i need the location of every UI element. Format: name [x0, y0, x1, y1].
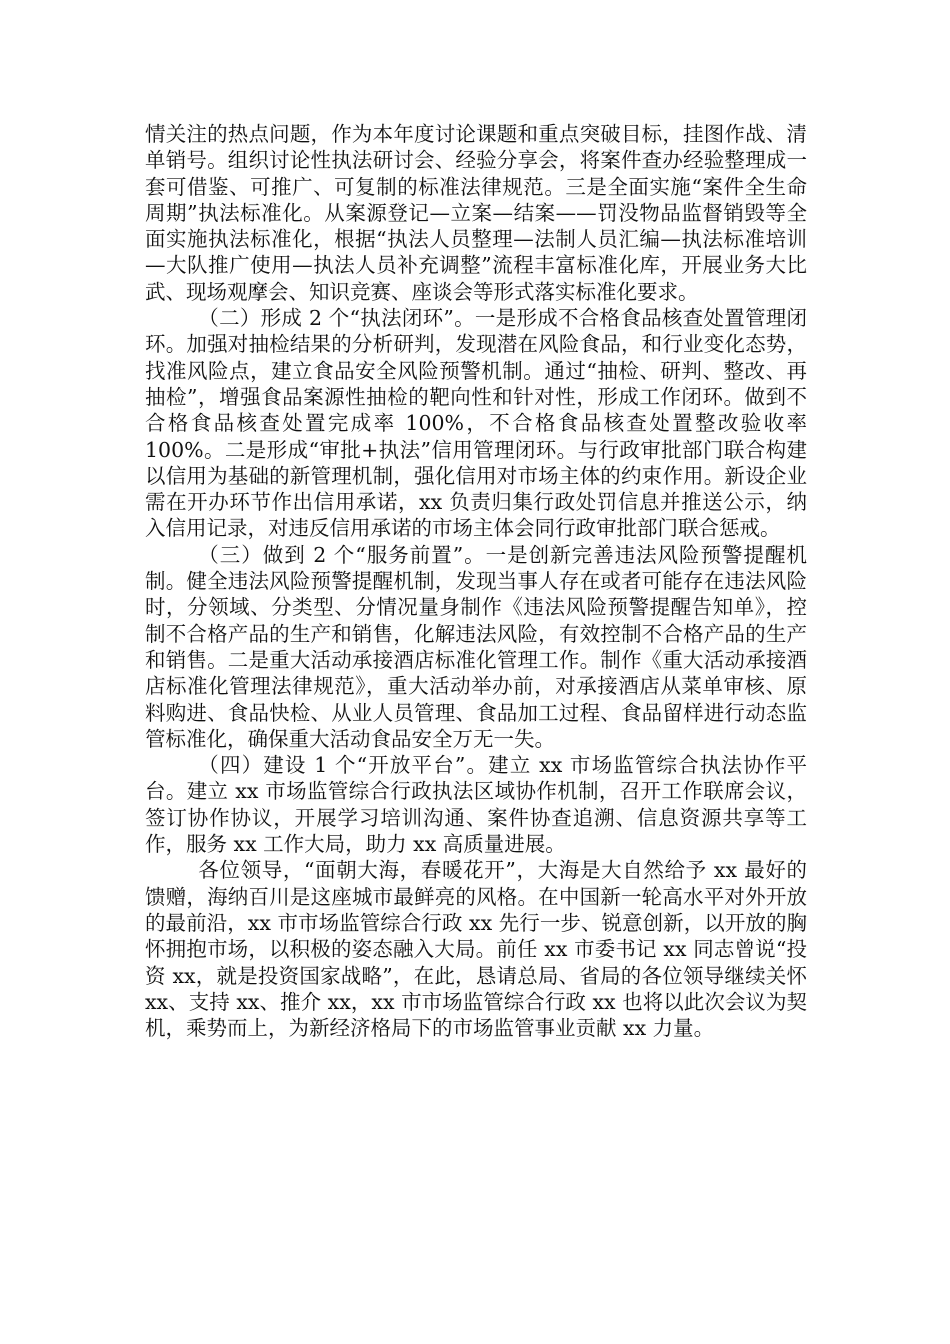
paragraph-continuation: 情关注的热点问题，作为本年度讨论课题和重点突破目标，挂图作战、清单销号。组织讨论性执法研讨会、经验分享会，将案件查办经验整理成一套可借鉴、可推广、可复制的标准法律规范。三是全面实施“案件全生命周期”执法标准化。从案源登记—立案—结案——罚没物品监督销毁等全面实施执法标准化，根据“执法人员整理—法制人员汇编—执法标准培训—大队推广使用—执法人员补充调整”流程丰富标准化库，开展业务大比武、现场观摩会、知识竞赛、座谈会等形式落实标准化要求。 [145, 122, 807, 304]
document-body [145, 121, 807, 1041]
paragraph-section-2: （二）形成 2 个“执法闭环”。一是形成不合格食品核查处置管理闭环。加强对抽检结果的分析研判，发现潜在风险食品，和行业变化态势，找准风险点，建立食品安全风险预警机制。通过“抽检、研判、整改、再抽检”，增强食品案源性抽检的靶向性和针对性，形成工作闭环。做到不合格食品核查处置完成率 100%，不合格食品核查处置整改验收率 100%。二是形成“审批+执法”信用管理闭环。与行政审批部门联合构建以信用为基础的新管理机制，强化信用对市场主体的约束作用。新设企业需在开办环节作出信用承诺，xx 负责归集行政处罚信息并推送公示，纳入信用记录，对违反信用承诺的市场主体会同行政审批部门联合惩戒。 [145, 306, 807, 541]
paragraph-section-4: （四）建设 1 个“开放平台”。建立 xx 市场监管综合执法协作平台。建立 xx 市场监管综合行政执法区域协作机制，召开工作联席会议，签订协作协议，开展学习培训沟通、案件协查追溯、信息资源共享等工作，服务 xx 工作大局，助力 xx 高质量进展。 [145, 753, 807, 857]
paragraph-closing: 各位领导，“面朝大海，春暖花开”，大海是大自然给予 xx 最好的馈赠，海纳百川是这座城市最鲜亮的风格。在中国新一轮高水平对外开放的最前沿，xx 市市场监管综合行政 xx 先行一步、锐意创新，以开放的胸怀拥抱市场，以积极的姿态融入大局。前任 xx 市委书记 xx 同志曾说“投资 xx，就是投资国家战略”，在此，恳请总局、省局的各位领导继续关怀 xx、支持 xx、推介 xx，xx 市市场监管综合行政 xx 也将以此次会议为契机，乘势而上，为新经济格局下的市场监管事业贡献 xx 力量。 [145, 858, 807, 1041]
paragraph-section-3: （三）做到 2 个“服务前置”。一是创新完善违法风险预警提醒机制。健全违法风险预警提醒机制，发现当事人存在或者可能存在违法风险时，分领域、分类型、分情况量身制作《违法风险预警提醒告知单》，控制不合格产品的生产和销售，化解违法风险，有效控制不合格产品的生产和销售。二是重大活动承接酒店标准化管理工作。制作《重大活动承接酒店标准化管理法律规范》，重大活动举办前，对承接酒店从菜单审核、原料购进、食品快检、从业人员管理、食品加工过程、食品留样进行动态监管标准化，确保重大活动食品安全万无一失。 [145, 542, 807, 751]
